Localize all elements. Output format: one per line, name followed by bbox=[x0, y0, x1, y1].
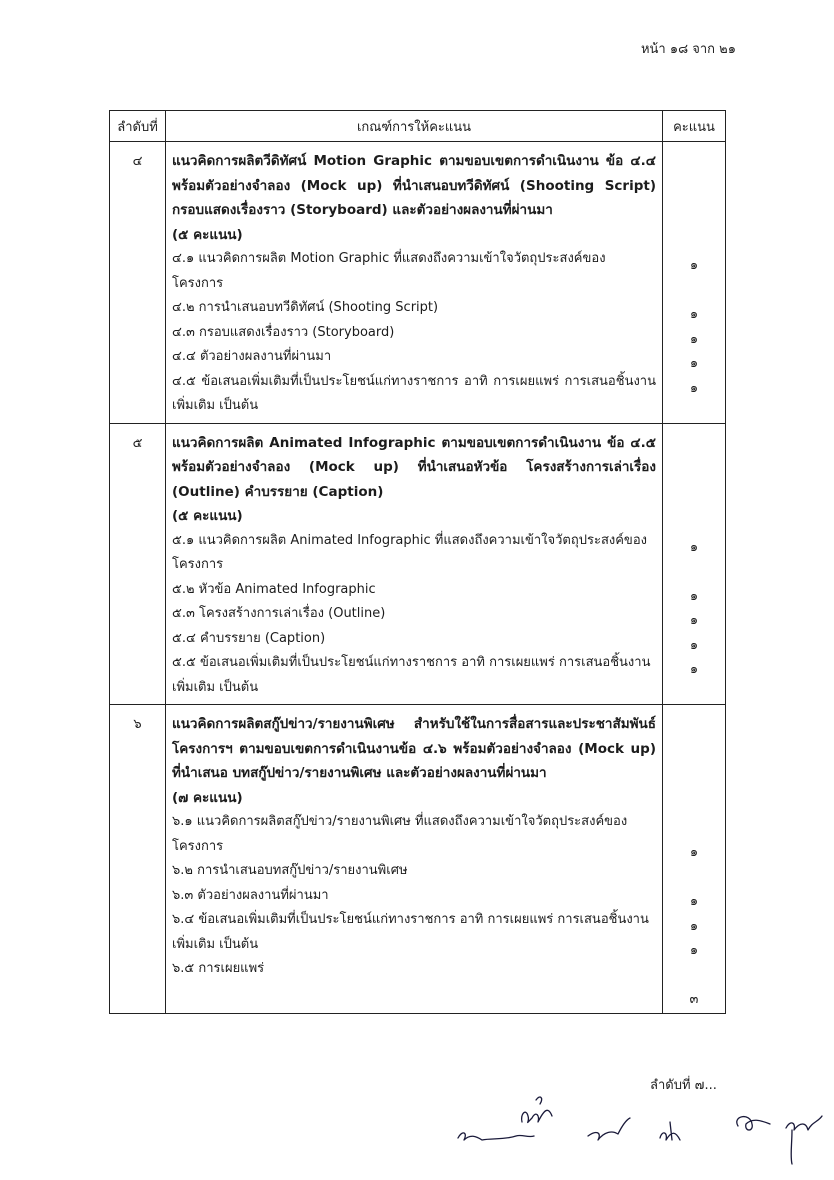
list-item: ๕.๕ ข้อเสนอเพิ่มเติมที่เป็นประโยชน์แก่ทางราชการ อาทิ การเผยแพร่ การเสนอชิ้นงานเพิ่มเติม เป็นต้น bbox=[172, 655, 651, 695]
signature-mark bbox=[588, 1118, 630, 1140]
score-value: ๑ bbox=[689, 539, 699, 555]
signature-mark bbox=[536, 1097, 542, 1104]
list-item: ๖.๓ ตัวอย่างผลงานที่ผ่านมา bbox=[172, 887, 329, 903]
heading-text: แนวคิดการผลิตสกู๊ปข่าว/รายงานพิเศษ สำหรับใช้ในการสื่อสารและประชาสัมพันธ์โครงการฯ ตามขอบเขตการดำเนินงานข้อ ๔.๖ พร้อมตัวอย่างจำลอง (Mock up) ที่นำเสนอ บทสกู๊ปข่าว/รายงานพิเศษ และตัวอย่างผลงานที่ผ่านมา bbox=[172, 716, 656, 781]
signature-mark bbox=[522, 1110, 552, 1122]
list-item: ๔.๕ ข้อเสนอเพิ่มเติมที่เป็นประโยชน์แก่ทางราชการ อาทิ การเผยแพร่ การเสนอชิ้นงานเพิ่มเติม เป็นต้น bbox=[172, 373, 656, 413]
header-criteria: เกณฑ์การให้คะแนน bbox=[166, 111, 663, 142]
score-cell bbox=[663, 705, 726, 1014]
score-value: ๑ bbox=[689, 356, 699, 371]
page-number: หน้า ๑๘ จาก ๒๑ bbox=[640, 42, 736, 57]
signature-mark bbox=[786, 1116, 822, 1164]
points-text: (๗ คะแนน) bbox=[172, 789, 243, 806]
score-value: ๓ bbox=[689, 992, 699, 1007]
list-item: ๕.๔ คำบรรยาย (Caption) bbox=[172, 630, 326, 646]
list-item: ๔.๓ กรอบแสดงเรื่องราว (Storyboard) bbox=[172, 324, 395, 340]
score-value: ๑ bbox=[689, 307, 699, 322]
signature-mark bbox=[458, 1133, 534, 1140]
criteria-heading bbox=[166, 424, 662, 529]
list-item: ๕.๓ โครงสร้างการเล่าเรื่อง (Outline) bbox=[172, 606, 386, 621]
criteria-cell bbox=[166, 705, 663, 1014]
next-page-reference: ลำดับที่ ๗... bbox=[650, 1078, 717, 1093]
criteria-heading bbox=[166, 142, 662, 247]
header-score: คะแนน bbox=[663, 111, 726, 142]
list-item: ๖.๔ ข้อเสนอเพิ่มเติมที่เป็นประโยชน์แก่ทางราชการ อาทิ การเผยแพร่ การเสนอชิ้นงานเพิ่มเติม เป็นต้น bbox=[172, 912, 649, 952]
criteria-heading bbox=[166, 705, 662, 810]
signature-mark bbox=[737, 1117, 770, 1130]
table-header-row bbox=[110, 111, 726, 142]
signature-mark bbox=[660, 1122, 680, 1140]
score-value: ๑ bbox=[689, 943, 699, 958]
score-cell bbox=[663, 423, 726, 705]
score-value: ๑ bbox=[689, 331, 699, 347]
heading-text: แนวคิดการผลิต Animated Infographic ตามขอบเขตการดำเนินงาน ข้อ ๔.๕ พร้อมตัวอย่างจำลอง (Mock up) ที่นำเสนอหัวข้อ โครงสร้างการเล่าเรื่อง (Outline) คำบรรยาย (Caption) bbox=[172, 434, 656, 500]
row-order-no: ๖ bbox=[110, 705, 166, 1014]
score-cell bbox=[663, 142, 726, 424]
list-item: ๔.๑ แนวคิดการผลิต Motion Graphic ที่แสดงถึงความเข้าใจวัตถุประสงค์ของโครงการ bbox=[172, 251, 606, 291]
score-value: ๑ bbox=[689, 662, 699, 677]
table-row bbox=[110, 142, 726, 424]
score-value: ๑ bbox=[689, 258, 699, 273]
score-value: ๑ bbox=[689, 380, 699, 396]
criteria-cell bbox=[166, 142, 663, 424]
points-text: (๕ คะแนน) bbox=[172, 508, 243, 524]
header-order-no: ลำดับที่ bbox=[110, 111, 166, 142]
table-row bbox=[110, 705, 726, 1014]
handwritten-signatures bbox=[0, 1060, 834, 1180]
criteria-cell bbox=[166, 423, 663, 705]
heading-text: แนวคิดการผลิตวีดิทัศน์ Motion Graphic ตามขอบเขตการดำเนินงาน ข้อ ๔.๔ พร้อมตัวอย่างจำลอง (Mock up) ที่นำเสนอบทวีดิทัศน์ (Shooting Script) กรอบแสดงเรื่องราว (Storyboard) และตัวอย่างผลงานที่ผ่านมา bbox=[172, 153, 656, 218]
list-item: ๔.๔ ตัวอย่างผลงานที่ผ่านมา bbox=[172, 349, 332, 364]
list-item: ๕.๑ แนวคิดการผลิต Animated Infographic ที่แสดงถึงความเข้าใจวัตถุประสงค์ของโครงการ bbox=[172, 532, 647, 572]
criteria-table bbox=[109, 110, 726, 1014]
list-item: ๔.๒ การนำเสนอบทวีดิทัศน์ (Shooting Script) bbox=[172, 300, 439, 315]
points-text: (๕ คะแนน) bbox=[172, 226, 243, 243]
score-value: ๑ bbox=[689, 613, 699, 628]
list-item: ๖.๑ แนวคิดการผลิตสกู๊ปข่าว/รายงานพิเศษ ที่แสดงถึงความเข้าใจวัตถุประสงค์ของโครงการ bbox=[172, 814, 628, 854]
score-value: ๑ bbox=[689, 637, 699, 653]
row-order-no: ๕ bbox=[110, 423, 166, 705]
list-item: ๕.๒ หัวข้อ Animated Infographic bbox=[172, 581, 376, 597]
score-value: ๑ bbox=[689, 845, 699, 860]
signatures-area bbox=[0, 1060, 834, 1180]
score-value: ๑ bbox=[689, 588, 699, 604]
row-order-no: ๔ bbox=[110, 142, 166, 424]
score-value: ๑ bbox=[689, 894, 699, 909]
table-row bbox=[110, 423, 726, 705]
list-item: ๖.๕ การเผยแพร่ bbox=[172, 961, 265, 976]
list-item: ๖.๒ การนำเสนอบทสกู๊ปข่าว/รายงานพิเศษ bbox=[172, 863, 408, 878]
score-value: ๑ bbox=[689, 918, 699, 934]
